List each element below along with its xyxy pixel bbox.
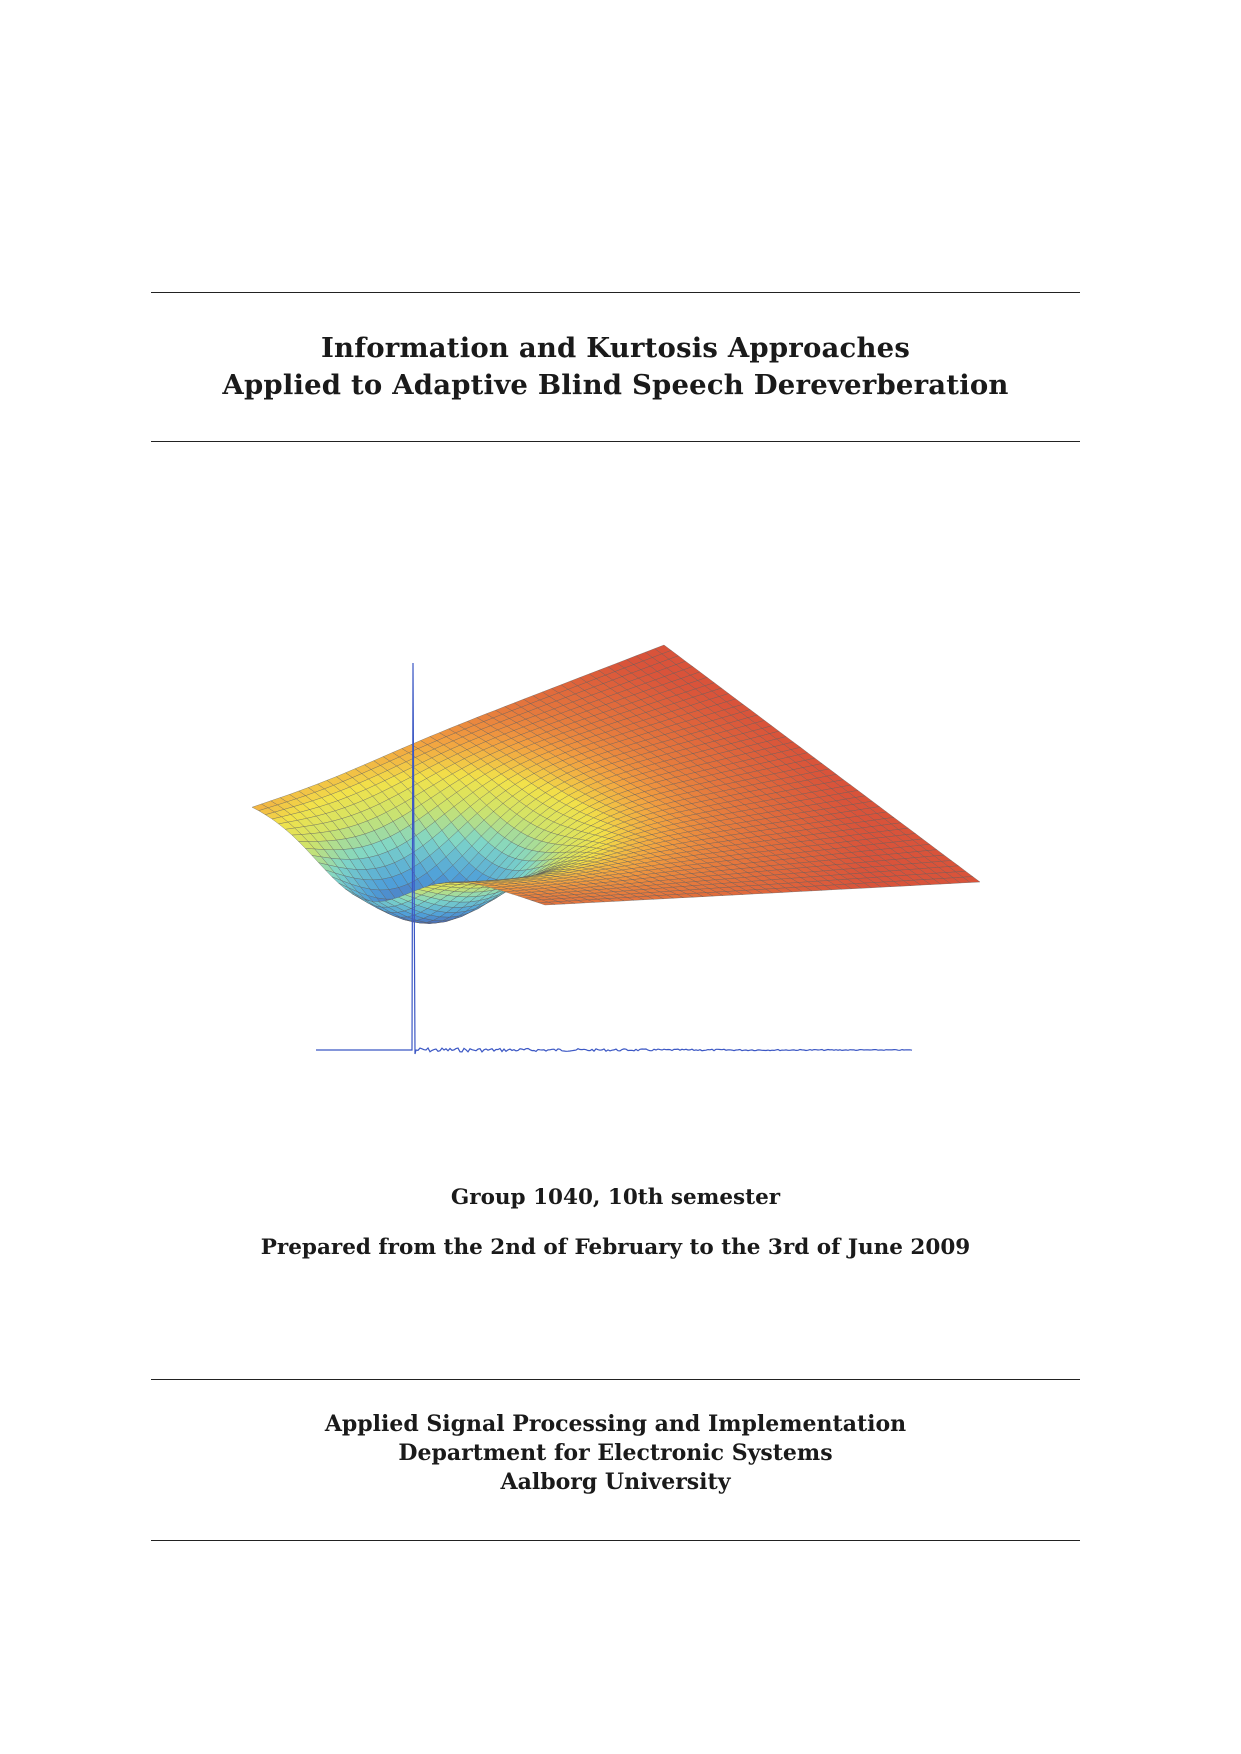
bottom-rule-upper <box>151 1379 1080 1380</box>
institution-line-1: Applied Signal Processing and Implementation <box>324 1411 907 1437</box>
institution-line-3: Aalborg University <box>500 1469 731 1495</box>
group-info: Group 1040, 10th semester <box>450 1185 781 1210</box>
title-line-1: Information and Kurtosis Approaches <box>320 332 911 364</box>
error-surface-mesh <box>252 645 980 924</box>
title-line-2: Applied to Adaptive Blind Speech Dereverberation <box>222 369 1009 401</box>
institution-line-2: Department for Electronic Systems <box>398 1440 833 1466</box>
bottom-rule-lower <box>151 1540 1080 1541</box>
institution-block <box>151 1410 1080 1497</box>
project-period: Prepared from the 2nd of February to the 3rd of June 2009 <box>260 1235 971 1260</box>
